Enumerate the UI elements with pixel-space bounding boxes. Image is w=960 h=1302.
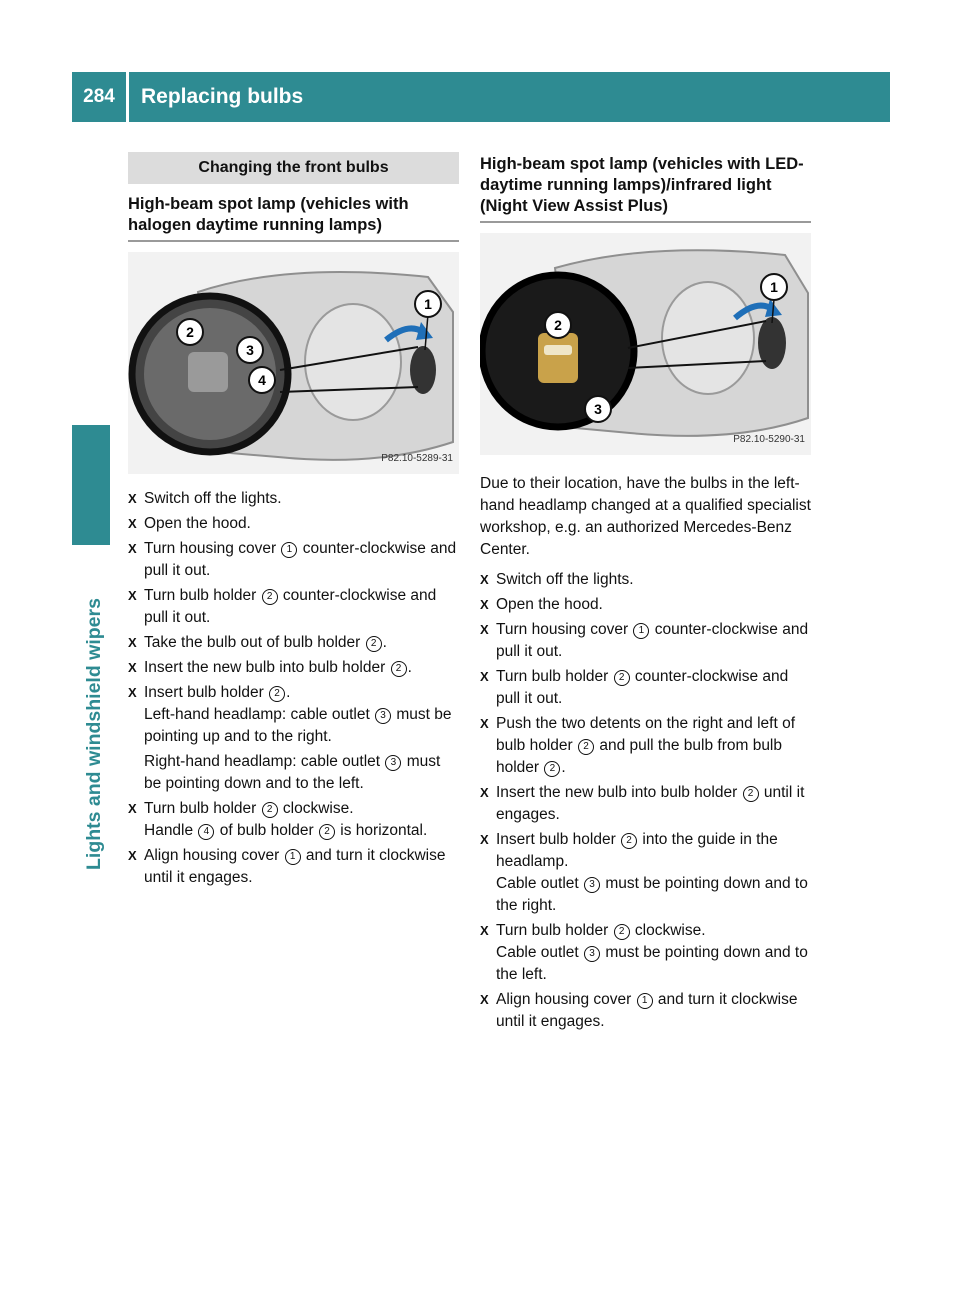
svg-text:2: 2 (554, 317, 562, 333)
step-text: Take the bulb out of bulb holder 2 . (144, 634, 387, 651)
step-marker-icon: X (480, 669, 489, 684)
callout-ref: 4 (198, 824, 214, 840)
callout-ref: 2 (614, 924, 630, 940)
callout-2 (545, 312, 571, 338)
svg-text:3: 3 (594, 401, 602, 417)
section-heading: Changing the front bulbs (128, 152, 459, 184)
step-text: Turn bulb holder 2 counter-clockwise and pull it out. (496, 668, 789, 707)
right-subheading: High-beam spot lamp (vehicles with LED-daytime running lamps)/infrared light (Night View Assist Plus) (480, 154, 811, 223)
step-marker-icon: X (128, 685, 137, 700)
step-marker-icon: X (480, 785, 489, 800)
step-text: Turn bulb holder 2 counter-clockwise and pull it out. (144, 587, 437, 626)
step-note: Cable outlet 3 must be pointing down and to the right. (496, 875, 808, 914)
callout-ref: 3 (375, 708, 391, 724)
svg-text:3: 3 (246, 342, 254, 358)
callout-1 (415, 291, 441, 317)
callout-ref: 3 (584, 877, 600, 893)
callout-ref: 3 (584, 946, 600, 962)
step-item (128, 513, 459, 535)
callout-ref: 2 (319, 824, 335, 840)
step-item (128, 488, 459, 510)
step-note: Left-hand headlamp: cable outlet 3 must be pointing up and to the right. (144, 706, 452, 745)
left-column (128, 152, 459, 892)
step-marker-icon: X (128, 801, 137, 816)
step-item (480, 829, 811, 917)
intro-paragraph: Due to their location, have the bulbs in the left-hand headlamp changed at a qualified specialist workshop, e.g. an authorized Mercedes-Benz Center. (480, 475, 811, 558)
step-item (480, 782, 811, 826)
step-item (128, 538, 459, 582)
chapter-title: Lights and windshield wipers (83, 598, 105, 870)
step-item (128, 585, 459, 629)
step-text: Turn housing cover 1 counter-clockwise and pull it out. (144, 540, 457, 579)
step-text: Open the hood. (496, 596, 603, 613)
step-text: Align housing cover 1 and turn it clockwise until it engages. (496, 991, 798, 1030)
step-marker-icon: X (480, 716, 489, 731)
callout-1 (761, 274, 787, 300)
step-item (480, 569, 811, 591)
step-marker-icon: X (480, 622, 489, 637)
step-marker-icon: X (128, 541, 137, 556)
step-item (480, 594, 811, 616)
callout-ref: 2 (544, 761, 560, 777)
figure-code: P82.10-5290-31 (733, 434, 805, 445)
step-text: Turn bulb holder 2 clockwise. (496, 922, 706, 939)
svg-text:1: 1 (770, 279, 778, 295)
step-text: Switch off the lights. (144, 490, 282, 507)
chapter-tab (72, 425, 110, 545)
page-number: 284 (83, 86, 115, 107)
callout-ref: 2 (391, 661, 407, 677)
step-text: Switch off the lights. (496, 571, 634, 588)
svg-text:4: 4 (258, 372, 266, 388)
callout-ref: 2 (621, 833, 637, 849)
step-marker-icon: X (128, 635, 137, 650)
step-text: Turn housing cover 1 counter-clockwise and pull it out. (496, 621, 809, 660)
callout-ref: 2 (614, 670, 630, 686)
step-text: Insert bulb holder 2 into the guide in the headlamp. (496, 831, 778, 870)
step-text: Align housing cover 1 and turn it clockwise until it engages. (144, 847, 446, 886)
step-marker-icon: X (480, 572, 489, 587)
right-headlamp-figure (480, 233, 811, 455)
step-marker-icon: X (480, 597, 489, 612)
callout-ref: 1 (281, 542, 297, 558)
callout-3 (585, 396, 611, 422)
step-note: Right-hand headlamp: cable outlet 3 must be pointing down and to the left. (144, 753, 441, 792)
step-text: Insert the new bulb into bulb holder 2 . (144, 659, 412, 676)
step-text: Open the hood. (144, 515, 251, 532)
step-item (128, 632, 459, 654)
step-item (128, 657, 459, 679)
figure-code: P82.10-5289-31 (381, 453, 453, 464)
step-marker-icon: X (128, 516, 137, 531)
step-item (480, 619, 811, 663)
step-note: Handle 4 of bulb holder 2 is horizontal. (144, 822, 428, 839)
right-step-list (480, 569, 811, 1033)
headlamp-illustration-left (128, 252, 459, 474)
callout-ref: 2 (743, 786, 759, 802)
svg-text:1: 1 (424, 296, 432, 312)
right-column (480, 152, 811, 1036)
callout-ref: 1 (285, 849, 301, 865)
step-text: Insert the new bulb into bulb holder 2 until it engages. (496, 784, 805, 823)
step-text: Turn bulb holder 2 clockwise. (144, 800, 354, 817)
left-headlamp-figure (128, 252, 459, 474)
step-item (480, 989, 811, 1033)
step-marker-icon: X (480, 832, 489, 847)
step-item (480, 713, 811, 779)
page-title: Replacing bulbs (141, 85, 304, 108)
callout-3 (237, 337, 263, 363)
step-item (128, 682, 459, 795)
callout-ref: 1 (633, 623, 649, 639)
step-item (128, 845, 459, 889)
callout-ref: 2 (262, 802, 278, 818)
left-step-list (128, 488, 459, 889)
svg-text:2: 2 (186, 324, 194, 340)
step-item (128, 798, 459, 842)
step-marker-icon: X (128, 491, 137, 506)
step-text: Insert bulb holder 2 . (144, 684, 291, 701)
step-marker-icon: X (128, 588, 137, 603)
header-separator (126, 72, 129, 122)
step-marker-icon: X (480, 923, 489, 938)
callout-ref: 2 (366, 636, 382, 652)
callout-ref: 2 (262, 589, 278, 605)
callout-ref: 2 (269, 686, 285, 702)
headlamp-illustration-right (480, 233, 811, 455)
callout-4 (249, 367, 275, 393)
step-item (480, 920, 811, 986)
step-marker-icon: X (128, 660, 137, 675)
callout-ref: 2 (578, 739, 594, 755)
left-subheading: High-beam spot lamp (vehicles with halogen daytime running lamps) (128, 194, 459, 242)
step-text: Push the two detents on the right and left of bulb holder 2 and pull the bulb from bulb holder 2 . (496, 715, 796, 776)
callout-ref: 3 (385, 755, 401, 771)
step-marker-icon: X (480, 992, 489, 1007)
step-item (480, 666, 811, 710)
callout-ref: 1 (637, 993, 653, 1009)
step-marker-icon: X (128, 848, 137, 863)
callout-2 (177, 319, 203, 345)
step-note: Cable outlet 3 must be pointing down and to the left. (496, 944, 808, 983)
